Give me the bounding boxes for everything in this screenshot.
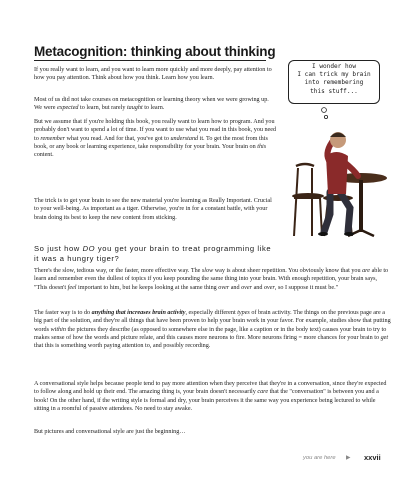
paragraph-7: A conversational style helps because people tend to pay more attention when they perceive that they're in a conversation, since they're expected to follow along and hold up their end. The amazing thing is, your brain doesn't necessarily care that the "conversation" is between you and a book! On the other hand, if the writing style is formal and dry, your brain perceives it the same way you experience being lectured to while sitting in a roomful of passive attendees. No need to stay awake. (34, 381, 387, 412)
paragraph-1: If you really want to learn, and you want to learn more quickly and more deeply, pay attention to how you pay attention. Think about how you think. Learn how you learn. (34, 67, 272, 82)
page-title: Metacognition: thinking about thinking (34, 44, 276, 59)
paragraph-3: But we assume that if you're holding this book, you really want to learn how to program. And you probably don't want to spend a lot of time. If you want to use what you read in this book, you need to remember what you read. And for that, you've got to understand it. To get the most from this book, or any book or learning experience, take responsibility for your brain. Your brain on this content. (34, 119, 277, 159)
footer-you-are-here: you are here (303, 455, 336, 461)
paragraph-2: Most of us did not take courses on metacognition or learning theory when we were growing up. We were expected to learn, but rarely taught to learn. (34, 97, 269, 112)
footer-arrow-icon: ▶ (346, 455, 351, 461)
paragraph-5: There's the slow, tedious way, or the faster, more effective way. The slow way is about sheer repetition. You obviously know that you are able to learn and remember even the dullest of topics if you keep pounding the same thing into your brain. With enough repetition, your brain says, "This doesn't feel important to him, but he keeps looking at the same thing over and over and over, so I suppose it must be." (34, 268, 389, 291)
title-underline (34, 60, 266, 61)
thought-bubble (288, 60, 380, 104)
section-subheading: So just how DO you get your brain to treat programming like it was a hungry tiger? (34, 244, 272, 263)
page-number: xxvii (364, 453, 381, 462)
paragraph-4: The trick is to get your brain to see the new material you're learning as Really Important. Crucial to your well-being. As important as a tiger. Otherwise, you're in for a constant battle, with your brain doing its best to keep the new content from sticking. (34, 198, 272, 221)
bubble-line: this stuff... (310, 87, 358, 95)
bubble-line: I can trick my brain (297, 71, 371, 79)
paragraph-8: But pictures and conversational style are just the beginning… (34, 429, 186, 435)
paragraph-6: The faster way is to do anything that increases brain activity, especially different types of brain activity. The things on the previous page are a big part of the solution, and they're all things that have been proven to help your brain work in your favor. For example, studies show that putting words within the pictures they describe (as opposed to somewhere else in the page, like a caption or in the body text) causes your brain to try to makes sense of how the words and picture relate, and this causes more neurons to fire. More neurons firing = more chances for your brain to get that this is something worth paying attention to, and possibly recording. (34, 310, 391, 350)
man-sitting-illustration (278, 104, 400, 240)
bubble-line: into remembering (304, 79, 364, 87)
bubble-line: I wonder how (311, 63, 357, 70)
